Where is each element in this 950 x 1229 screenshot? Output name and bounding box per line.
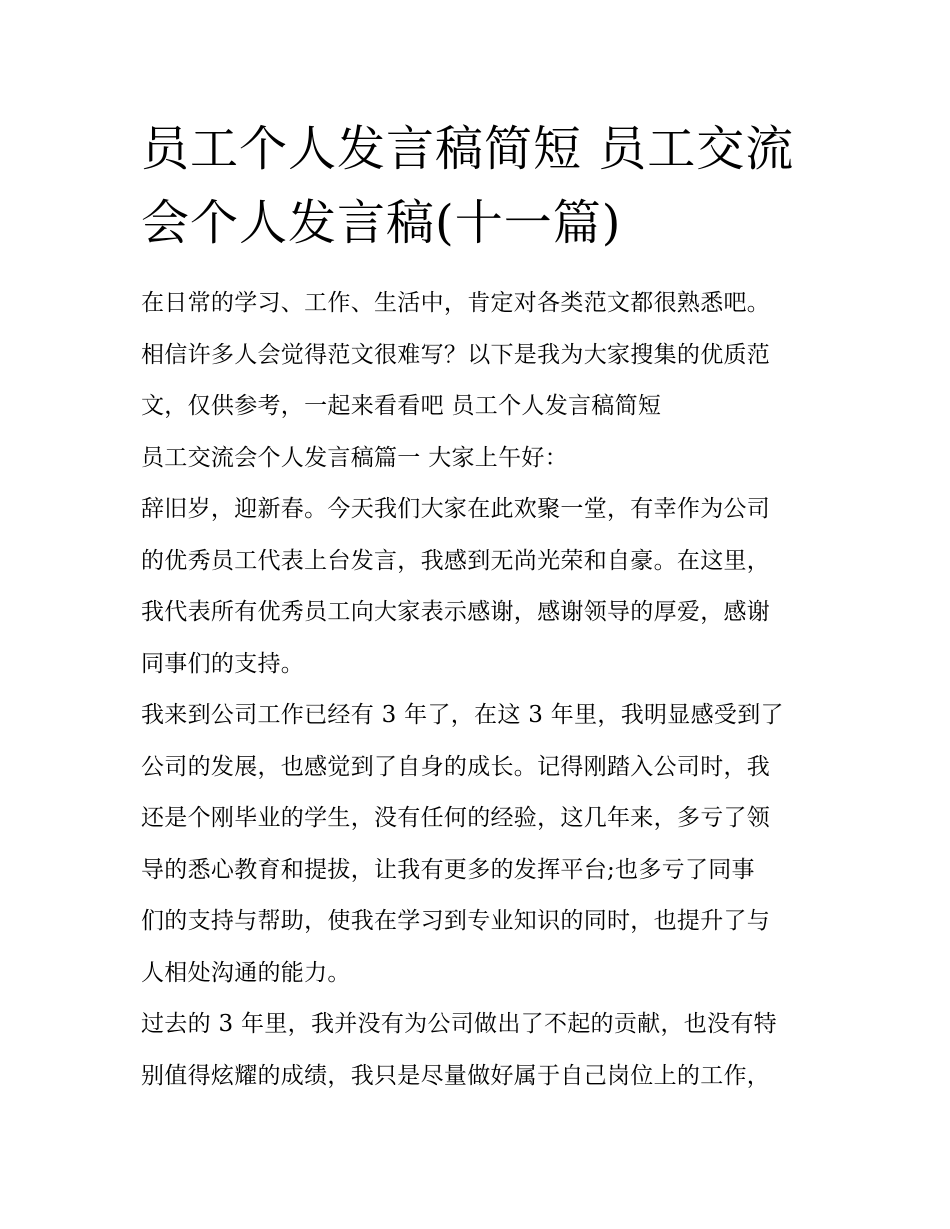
text-line: 我来到公司工作已经有 3 年了，在这 3 年里，我明显感受到了 — [141, 702, 784, 728]
document-content — [141, 112, 821, 1102]
text-line: 公司的发展，也感觉到了自身的成长。记得刚踏入公司时，我 — [141, 753, 771, 780]
text-line: 我代表所有优秀员工向大家表示感谢，感谢领导的厚爱，感谢 — [141, 599, 771, 625]
paragraph-experience — [141, 690, 821, 999]
paragraph-greeting — [141, 484, 821, 690]
text-line: 过去的 3 年里，我并没有为公司做出了不起的贡献，也没有特 — [141, 1011, 777, 1037]
text-line: 还是个刚毕业的学生，没有任何的经验，这几年来，多亏了领 — [141, 805, 771, 831]
text-line: 同事们的支持。 — [141, 650, 305, 677]
paragraph-contribution — [141, 999, 821, 1102]
text-line: 们的支持与帮助，使我在学习到专业知识的同时，也提升了与 — [141, 908, 771, 934]
text-line: 的优秀员工代表上台发言，我感到无尚光荣和自豪。在这里， — [141, 547, 771, 574]
text-line: 相信许多人会觉得范文很难写？以下是我为大家搜集的优质范 — [141, 341, 771, 368]
document-body — [141, 278, 821, 1102]
text-line: 辞旧岁，迎新春。今天我们大家在此欢聚一堂，有幸作为公司 — [141, 496, 771, 522]
text-line: 在日常的学习、工作、生活中，肯定对各类范文都很熟悉吧。 — [141, 290, 771, 316]
text-line: 导的悉心教育和提拔，让我有更多的发挥平台;也多亏了同事 — [141, 856, 755, 883]
text-line: 文，仅供参考，一起来看看吧 员工个人发言稿简短 — [141, 393, 662, 419]
document-title — [141, 112, 821, 260]
paragraph-section-heading — [141, 433, 821, 485]
title-line: 员工个人发言稿简短 员工交流 — [141, 121, 795, 177]
text-line: 人相处沟通的能力。 — [141, 959, 351, 986]
text-line: 别值得炫耀的成绩，我只是尽量做好属于自己岗位上的工作， — [141, 1062, 771, 1089]
text-line: 员工交流会个人发言稿篇一 大家上午好： — [141, 444, 569, 471]
paragraph-intro — [141, 278, 821, 433]
title-line: 会个人发言稿(十一篇) — [141, 195, 622, 251]
